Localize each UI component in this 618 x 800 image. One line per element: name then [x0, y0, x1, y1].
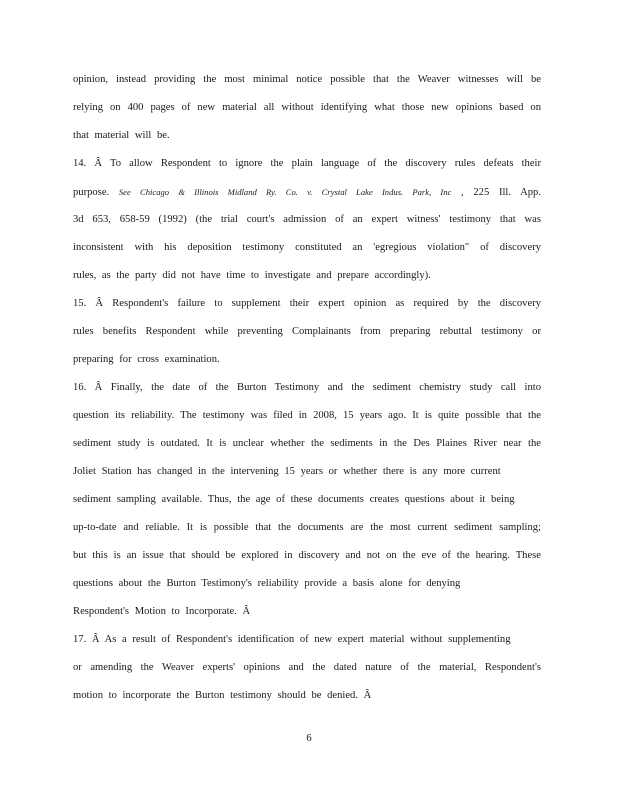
- text-segment: questions about the Burton Testimony's reliability provide a basis alone for denying: [73, 578, 461, 589]
- citation-italic: See Chicago & Illinois Midland Ry. Co. v. Crystal Lake Indus. Park, Inc: [118, 187, 452, 197]
- text-segment: rules benefits Respondent while preventing Complainants from preparing rebuttal testimony or: [73, 326, 541, 337]
- text-segment: purpose.: [73, 187, 119, 198]
- text-line: [73, 213, 541, 227]
- text-segment: opinion, instead providing the most minimal notice possible that the Weaver witnesses will be: [73, 74, 541, 85]
- text-line: [73, 129, 541, 143]
- text-segment: 3d 653, 658-59 (1992) (the trial court's admission of an expert witness' testimony that was: [73, 214, 541, 225]
- text-segment: but this is an issue that should be explored in discovery and not on the eve of the hearing. These: [73, 550, 541, 561]
- text-line: [73, 437, 541, 451]
- text-segment: that material will be.: [73, 130, 170, 141]
- text-line: [73, 297, 541, 311]
- text-segment: sediment study is outdated. It is unclear whether the sediments in the Des Plaines River near the: [73, 438, 541, 449]
- text-line: [73, 465, 541, 479]
- text-line: [73, 549, 541, 563]
- text-segment: 15. Â Respondent's failure to supplement their expert opinion as required by the discovery: [73, 298, 541, 309]
- text-line: [73, 185, 541, 200]
- text-line: [73, 101, 541, 115]
- page-number: 6: [306, 733, 312, 744]
- text-line: [73, 157, 541, 171]
- text-segment: 14. Â To allow Respondent to ignore the plain language of the discovery rules defeats their: [73, 158, 541, 169]
- text-line: [73, 381, 541, 395]
- text-line: [73, 325, 541, 339]
- text-segment: sediment sampling available. Thus, the age of these documents creates questions about it being: [73, 494, 515, 505]
- text-segment: Joliet Station has changed in the intervening 15 years or whether there is any more current: [73, 466, 501, 477]
- text-segment: motion to incorporate the Burton testimony should be denied. Â: [73, 690, 372, 701]
- text-segment: 17. Â As a result of Respondent's identification of new expert material without supplementing: [73, 634, 511, 645]
- text-segment: , 225 Ill. App.: [451, 187, 541, 198]
- text-line: [73, 353, 541, 367]
- text-segment: or amending the Weaver experts' opinions and the dated nature of the material, Respondent's: [73, 662, 541, 673]
- text-line: [73, 409, 541, 423]
- text-line: [73, 73, 541, 87]
- text-line: [73, 577, 541, 591]
- text-segment: relying on 400 pages of new material all without identifying what those new opinions based on: [73, 102, 541, 113]
- text-line: [73, 689, 541, 703]
- text-line: [73, 605, 541, 619]
- text-segment: up-to-date and reliable. It is possible that the documents are the most current sediment sampling;: [73, 522, 541, 533]
- text-segment: 16. Â Finally, the date of the Burton Testimony and the sediment chemistry study call into: [73, 382, 541, 393]
- text-line: [73, 269, 541, 283]
- text-segment: Respondent's Motion to Incorporate. Â: [73, 606, 251, 617]
- text-segment: question its reliability. The testimony was filed in 2008, 15 years ago. It is quite possible that the: [73, 410, 541, 421]
- text-line: [73, 521, 541, 535]
- text-line: [73, 661, 541, 675]
- text-line: [73, 493, 541, 507]
- text-line: [73, 633, 541, 647]
- text-line: [73, 241, 541, 255]
- text-segment: preparing for cross examination.: [73, 354, 220, 365]
- text-segment: inconsistent with his deposition testimony constituted an 'egregious violation" of discovery: [73, 242, 541, 253]
- text-segment: rules, as the party did not have time to investigate and prepare accordingly).: [73, 270, 431, 281]
